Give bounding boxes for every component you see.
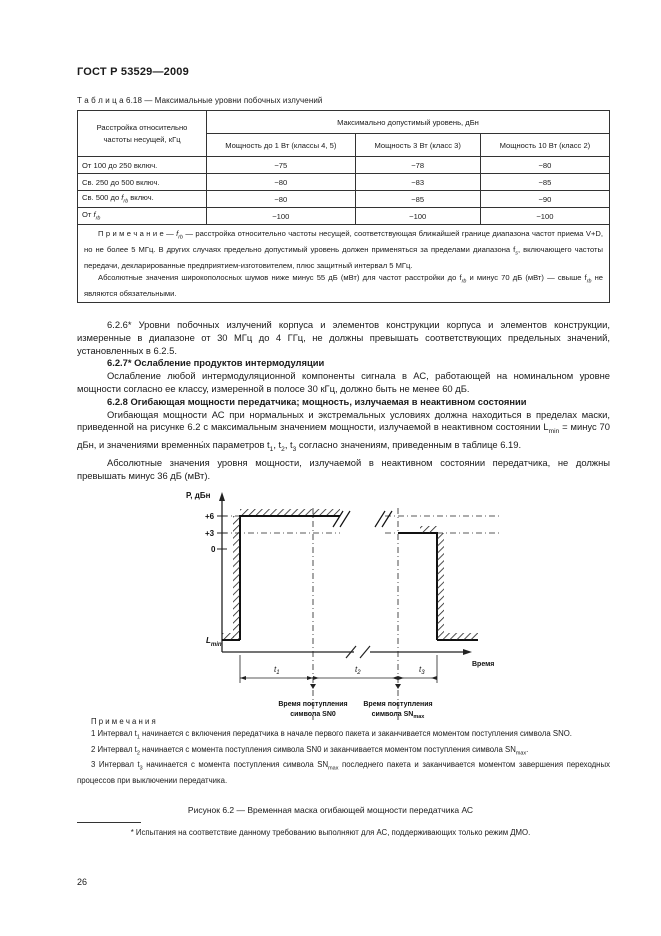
- upper-mask-line: [240, 516, 340, 640]
- y-axis-arrow-icon: [219, 492, 225, 501]
- standard-header: ГОСТ Р 53529—2009: [77, 66, 189, 78]
- figure-note: 2 Интервал $t_2$ начинается с момента поступления символа SN0 и заканчивается моментом поступления символа $SN_{max}$.: [91, 744, 529, 757]
- row-label: Св. 500 до $f_{rb}$ включ.: [78, 191, 207, 208]
- table-header-col: Мощность 10 Вт (класс 2): [480, 134, 609, 157]
- upper-mask-hatch: [437, 533, 444, 640]
- table-header-col: Мощность до 1 Вт (классы 4, 5): [207, 134, 356, 157]
- paragraph: Огибающая мощности АС при нормальных и экстремальных условиях должна находиться в пределах маски, приведенной на рисунке 6.2 с максимальным значением мощности, излучаемой в неактивном состоянии $L_{min}$ = минус 70 дБн, и значениями временны́х параметров $t_1$, $t_2$, $t_3$ согласно значениям, приведенным в таблице 6.19.: [77, 408, 610, 453]
- row-label: От 100 до 250 включ.: [78, 157, 207, 174]
- x-axis-label: Время: [472, 661, 495, 668]
- figure-note: 1 Интервал $t_1$ начинается с включения передатчика в начале первого пакета и заканчивается моментом поступления символа SNO.: [91, 729, 572, 741]
- figure-note: 3 Интервал $t_3$ начинается с момента поступления символа $SN_{max}$ последнего пакета и заканчивается моментом завершения переходных процессов при выключении передатчика.: [77, 760, 610, 785]
- y-tick-label: +6: [205, 512, 215, 521]
- table-cell: −90: [480, 191, 609, 208]
- lower-mask-hatch: [222, 633, 234, 640]
- table-cell: −80: [207, 191, 356, 208]
- lmin-label: $L_{min}$: [206, 636, 222, 648]
- paragraph: 6.2.6* Уровни побочных излучений корпуса и элементов конструкции корпуса и элементов конструкции, измеренные в диапазоне от 30 МГц до 4 ГГц, не должны превышать соответствующих предельных значений, установленных в 6.2.5.: [77, 319, 610, 356]
- row-label: Св. 250 до 500 включ.: [78, 174, 207, 191]
- footnote: * Испытания на соответствие данному требованию выполняют для АС, поддерживающих только режим ДМО.: [130, 828, 531, 837]
- table-note-1: П р и м е ч а н и е — $f_{rb}$ — расстройка относительно частоты несущей, соответствующая ближайшей границе диапазона частот приема V+D, но не более 5 МГц. В других случаях предельно допустимый уровень должен применяться за пределами диапазона $f_s$, включающего частоты передачи, декларированные предприятием-изготовителем, плюс защитный интервал 5 МГц.: [84, 229, 603, 271]
- table-cell: −100: [480, 208, 609, 225]
- table-cell: −80: [480, 157, 609, 174]
- x-axis-arrow-icon: [463, 649, 472, 655]
- snmax-label: Время поступления: [363, 701, 433, 708]
- arrow-icon: [313, 676, 319, 680]
- table-cell: −80: [207, 174, 356, 191]
- table-note-2: Абсолютные значения широкополосных шумов ниже минус 55 дБ (мВт) для частот расстройки до $f_{rb}$ и минус 70 дБ (мВт) — свыше $f_{rb}$ не являются обязательными.: [84, 272, 603, 298]
- arrow-icon: [240, 676, 246, 680]
- y-axis-label: P, дБн: [186, 491, 211, 500]
- table-header-col: Мощность 3 Вт (класс 3): [355, 134, 480, 157]
- footnote-divider: [77, 822, 141, 823]
- paragraph: Абсолютные значения уровня мощности, излучаемой в неактивном состоянии передатчика, не должны превышать минус 36 дБ (мВт).: [77, 456, 610, 481]
- figure-caption: Рисунок 6.2 — Временная маска огибающей мощности передатчика АС: [187, 805, 474, 815]
- upper-mask-line: [398, 533, 437, 640]
- figure-labels: [186, 491, 494, 720]
- table-cell: −85: [480, 174, 609, 191]
- arrow-icon: [431, 676, 437, 680]
- page-number: 26: [77, 877, 88, 887]
- table-cell: −75: [207, 157, 356, 174]
- sn0-label: символа SN0: [290, 711, 336, 718]
- section-heading: 6.2.8 Огибающая мощности передатчика; мощность, излучаемая в неактивном состоянии: [107, 395, 527, 407]
- arrow-icon: [392, 676, 398, 680]
- sn0-label: Время поступления: [278, 701, 348, 708]
- t2-label: $t_2$: [355, 665, 361, 676]
- upper-mask-hatch: [233, 516, 240, 640]
- lower-mask-hatch: [444, 633, 478, 640]
- figure-notes: [77, 716, 610, 787]
- y-tick-label: +3: [205, 529, 215, 538]
- upper-mask: [233, 509, 444, 640]
- reference-lines: [222, 508, 500, 720]
- table-cell: −100: [207, 208, 356, 225]
- arrow-icon: [395, 684, 401, 689]
- arrow-icon: [307, 676, 313, 680]
- paragraph: Ослабление любой интермодуляционной компоненты сигнала в АС, работающей на номинальном уровне мощности согласно ее классу, измеренной в полосе 30 кГц, должно быть не менее 60 дБ.: [77, 370, 610, 394]
- y-tick-label: 0: [211, 545, 216, 554]
- table-cell: −78: [355, 157, 480, 174]
- arrow-icon: [310, 684, 316, 689]
- upper-mask-hatch: [420, 526, 437, 533]
- arrow-icon: [398, 676, 404, 680]
- t1-label: $t_1$: [274, 665, 280, 676]
- table-cell: −83: [355, 174, 480, 191]
- table-cell: −85: [355, 191, 480, 208]
- table-header-offset: Расстройка относительно частоты несущей, кГц: [78, 111, 207, 157]
- table-header-group: Максимально допустимый уровень, дБн: [207, 111, 610, 134]
- table-cell: −100: [355, 208, 480, 225]
- time-intervals: [240, 655, 437, 689]
- row-label: От $f_{rb}$: [78, 208, 207, 225]
- table-caption: Т а б л и ц а 6.18 — Максимальные уровни побочных излучений: [77, 96, 323, 105]
- axis-break-mark: [360, 646, 370, 658]
- snmax-label: символа $SN_{max}$: [371, 711, 425, 720]
- t3-label: $t_3$: [419, 665, 425, 676]
- figure-notes-title: П р и м е ч а н и я: [91, 717, 156, 726]
- upper-mask-hatch: [240, 509, 340, 516]
- section-heading: 6.2.7* Ослабление продуктов интермодуляции: [107, 357, 325, 369]
